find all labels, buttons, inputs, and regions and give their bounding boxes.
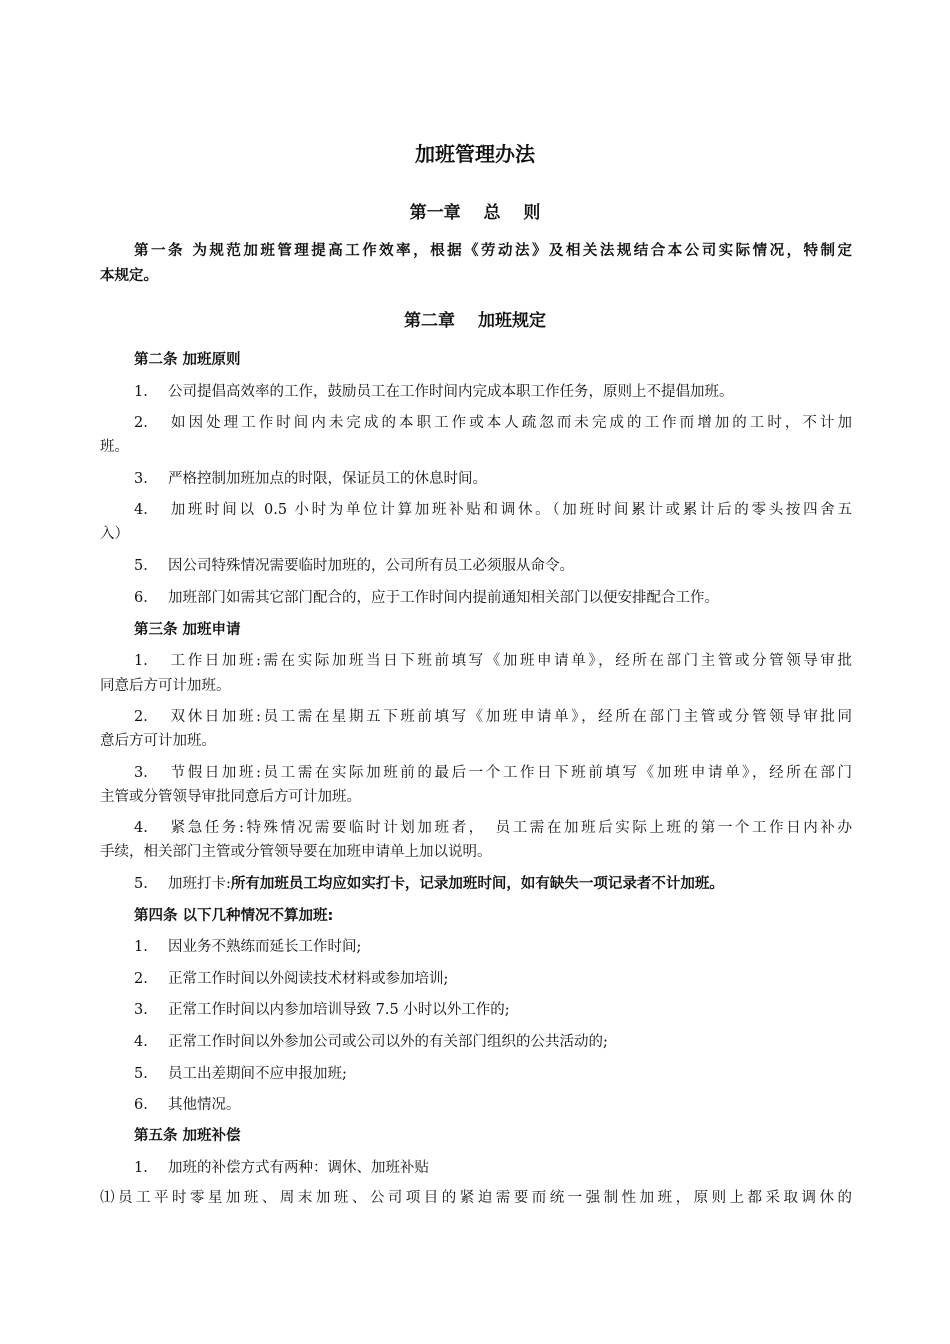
article-2-item-2 — [134, 413, 852, 433]
article-3-item-4-cont: 手续，相关部门主管或分管领导要在加班申请单上加以说明。 — [100, 844, 492, 860]
list-text: 因公司特殊情况需要临时加班的，公司所有员工必须服从命令。 — [168, 558, 574, 574]
list-text: 加班打卡: — [168, 876, 231, 892]
article-3-item-3 — [134, 763, 852, 783]
list-number: 3. — [134, 765, 148, 781]
document-title: 加班管理办法 — [415, 142, 535, 166]
list-text: 加班部门如需其它部门配合的，应于工作时间内提前通知相关部门以便安排配合工作。 — [168, 590, 719, 606]
article-3-item-1-cont: 同意后方可计加班。 — [100, 678, 231, 694]
article-4-item-4 — [134, 1032, 852, 1052]
list-number: 4. — [134, 1034, 148, 1050]
article-3-item-1 — [134, 651, 852, 671]
list-number: 1. — [134, 939, 148, 955]
article-5-sub-1: ⑴员工平时零星加班、周末加班、公司项目的紧迫需要而统一强制性加班，原则上都采取调休的 — [100, 1190, 852, 1206]
article-1-line-1: 第一条 为规范加班管理提高工作效率，根据《劳动法》及相关法规结合本公司实际情况，特制定 — [134, 243, 852, 259]
article-4-item-6 — [134, 1095, 852, 1115]
article-5-item-1 — [134, 1158, 852, 1178]
article-5-heading: 第五条 加班补偿 — [134, 1128, 241, 1144]
list-text: 双休日加班:员工需在星期五下班前填写《加班申请单》，经所在部门主管或分管领导审批同 — [168, 709, 852, 725]
article-4-item-5 — [134, 1064, 852, 1084]
article-1-line-2: 本规定。 — [100, 268, 158, 284]
article-3-item-2-cont: 意后方可计加班。 — [100, 733, 216, 749]
article-2-item-2-cont: 班。 — [100, 439, 129, 455]
article-2-item-4 — [134, 500, 852, 520]
article-4-item-3 — [134, 1000, 852, 1020]
list-text: 员工出差期间不应申报加班; — [168, 1066, 347, 1082]
list-number: 6. — [134, 590, 148, 606]
article-3-item-5 — [134, 874, 852, 894]
article-3-item-3-cont: 主管或分管领导审批同意后方可计加班。 — [100, 789, 361, 805]
list-text: 公司提倡高效率的工作，鼓励员工在工作时间内完成本职工作任务，原则上不提倡加班。 — [168, 384, 734, 400]
list-text: 紧急任务:特殊情况需要临时计划加班者， 员工需在加班后实际上班的第一个工作日内补办 — [168, 820, 852, 836]
article-3-item-2 — [134, 707, 852, 727]
article-2-item-3 — [134, 469, 852, 489]
article-4-item-1 — [134, 937, 852, 957]
chapter-1-heading: 第一章 总 则 — [409, 203, 541, 223]
list-number: 1. — [134, 384, 148, 400]
list-number: 1. — [134, 653, 148, 669]
list-number: 4. — [134, 502, 148, 518]
article-2-heading: 第二条 加班原则 — [134, 352, 241, 368]
list-number: 4. — [134, 820, 148, 836]
list-text: 正常工作时间以内参加培训导致 7.5 小时以外工作的; — [168, 1002, 510, 1018]
list-number: 5. — [134, 558, 148, 574]
article-2-item-5 — [134, 556, 852, 576]
emphasis-text: 所有加班员工均应如实打卡，记录加班时间，如有缺失一项记录者不计加班。 — [230, 876, 724, 892]
list-number: 6. — [134, 1097, 148, 1113]
list-text: 节假日加班:员工需在实际加班前的最后一个工作日下班前填写《加班申请单》，经所在部门 — [168, 765, 852, 781]
list-text: 加班时间以 0.5 小时为单位计算加班补贴和调休。（加班时间累计或累计后的零头按四舍五 — [168, 502, 852, 518]
article-4-heading: 第四条 以下几种情况不算加班: — [134, 908, 334, 924]
article-3-heading: 第三条 加班申请 — [134, 622, 241, 638]
list-text: 加班的补偿方式有两种：调休、加班补贴 — [168, 1160, 429, 1176]
list-text: 正常工作时间以外参加公司或公司以外的有关部门组织的公共活动的; — [168, 1034, 608, 1050]
list-text: 严格控制加班加点的时限，保证员工的休息时间。 — [168, 471, 487, 487]
list-number: 2. — [134, 415, 148, 431]
list-number: 3. — [134, 471, 148, 487]
list-text: 工作日加班:需在实际加班当日下班前填写《加班申请单》，经所在部门主管或分管领导审批 — [168, 653, 852, 669]
article-4-item-2 — [134, 969, 852, 989]
list-text: 如因处理工作时间内未完成的本职工作或本人疏忽而未完成的工作而增加的工时，不计加 — [168, 415, 852, 431]
chapter-2-heading: 第二章 加班规定 — [404, 311, 546, 331]
list-number: 2. — [134, 709, 148, 725]
list-text: 因业务不熟练而延长工作时间; — [168, 939, 362, 955]
list-number: 2. — [134, 971, 148, 987]
article-2-item-1 — [134, 382, 852, 402]
list-number: 1. — [134, 1160, 148, 1176]
article-3-item-4 — [134, 818, 852, 838]
list-text: 正常工作时间以外阅读技术材料或参加培训; — [168, 971, 449, 987]
article-2-item-4-cont: 入） — [100, 526, 129, 542]
list-text: 其他情况。 — [168, 1097, 241, 1113]
article-2-item-6 — [134, 588, 852, 608]
list-number: 3. — [134, 1002, 148, 1018]
list-number: 5. — [134, 1066, 148, 1082]
list-number: 5. — [134, 876, 148, 892]
